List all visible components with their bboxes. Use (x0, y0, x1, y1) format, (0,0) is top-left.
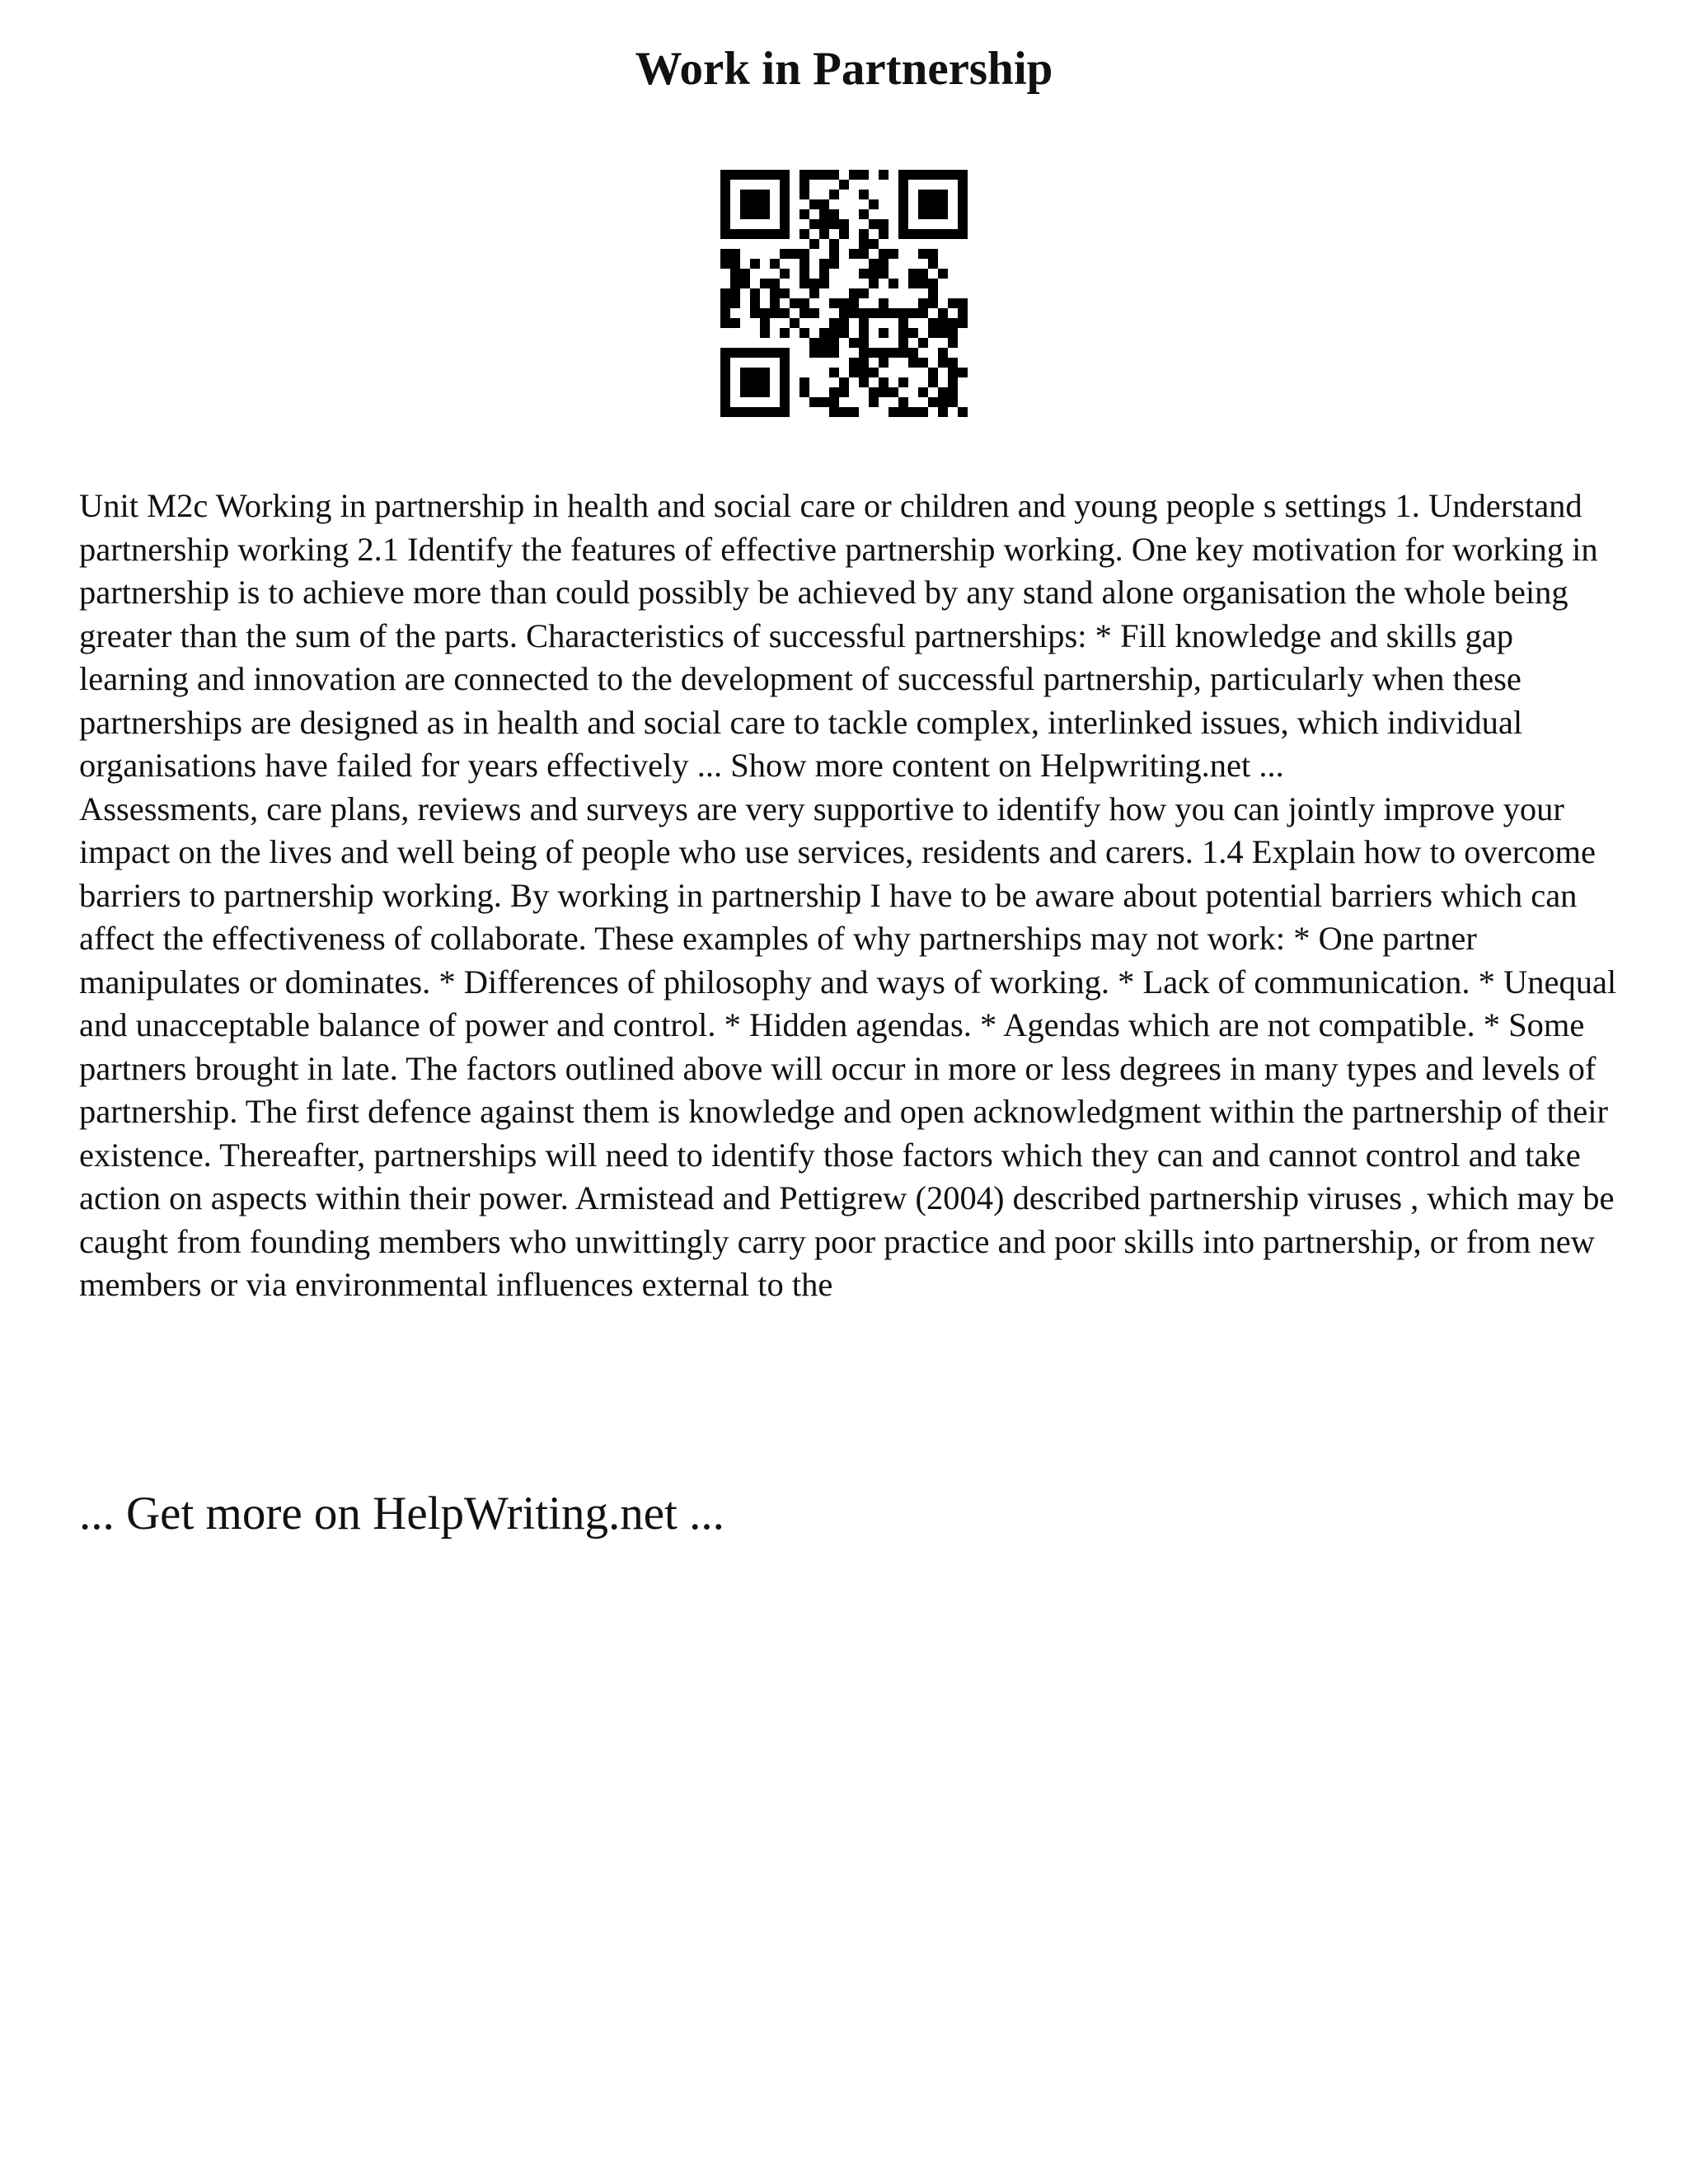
document-body (79, 485, 1629, 1307)
qr-code-icon (720, 170, 968, 417)
get-more-link[interactable]: ... Get more on HelpWriting.net ... (79, 1488, 724, 1540)
paragraph-2: Assessments, care plans, reviews and surveys are very supportive to identify how you can jointly improve your impact on the lives and well being of people who use services, residents and carers. 1.4 Explain how to overcome barriers to partnership working. By working in partnership I have to be aware about potential barriers which can affect the effectiveness of collaborate. These examples of why partnerships may not work: * One partner manipulates or dominates. * Differences of philosophy and ways of working. * Lack of communication. * Unequal and unacceptable balance of power and control. * Hidden agendas. * Agendas which are not compatible. * Some partners brought in late. The factors outlined above will occur in more or less degrees in many types and levels of partnership. The first defence against them is knowledge and open acknowledgment within the partnership of their existence. Thereafter, partnerships will need to identify those factors which they can and cannot control and take action on aspects within their power. Armistead and Pettigrew (2004) described partnership viruses , which may be caught from founding members who unwittingly carry poor practice and poor skills into partnership, or from new members or via environmental influences external to the (79, 790, 1617, 1303)
paragraph-1: Unit M2c Working in partnership in health and social care or children and young people s settings 1. Understand partnership working 2.1 Identify the features of effective partnership working. One key motivation for working in partnership is to achieve more than could possibly be achieved by any stand alone organisation the whole being greater than the sum of the parts. Characteristics of successful partnerships: * Fill knowledge and skills gap learning and innovation are connected to the development of successful partnership, particularly when these partnerships are designed as in health and social care to tackle complex, interlinked issues, which individual organisations have failed for years effectively ... Show more content on Helpwriting.net ... (79, 487, 1598, 784)
document-title: Work in Partnership (635, 43, 1053, 95)
